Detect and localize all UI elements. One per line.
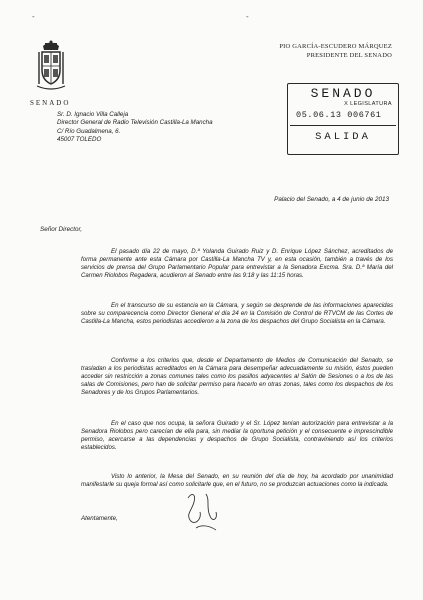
recipient-role: Director General de Radio Televisión Castilla-La Mancha	[57, 119, 213, 127]
body-paragraph: El pasado día 22 de mayo, D.ª Yolanda Guirado Ruiz y D. Enrique López Sánchez, acreditados de forma permanente ante esta Cámara por Castilla-La Mancha TV y, en esta ocasión, también a través de los servicios de prensa del Grupo Parlamentario Popular para entrevistar a la Senadora Excma. Sra. D.ª María del Carmen Riolobos Regadera, acudieron al Senado entre las 9:18 y las 11:15 horas.	[81, 248, 393, 280]
recipient-address	[57, 111, 213, 144]
recipient-street: C/ Río Guadalmena, 6.	[57, 127, 121, 135]
sender-title: PRESIDENTE DEL SENADO	[306, 52, 392, 59]
body-paragraph: Visto lo anterior, la Mesa del Senado, en su reunión del día de hoy, ha acordado por unanimidad manifestarle su queja formal así como solicitarle que, en el futuro, no se produzcan actuaciones como la indicada.	[81, 473, 393, 489]
corner-mark-right: -	[246, 12, 249, 21]
stamp-registry-number: 05.06.13 006761	[296, 110, 382, 120]
dateline: Palacio del Senado, a 4 de junio de 2013	[274, 196, 389, 203]
recipient-city: 45007 TOLEDO	[57, 135, 102, 143]
handwritten-signature	[176, 490, 236, 536]
body-paragraph: En el caso que nos ocupa, la señora Guirado y el Sr. López tenían autorización para entrevistar a la Senadora Riolobos pero carecían de ella para, sin mediar la oportuna petición y el consecuente e imprescindible permiso, acercarse a las dependencias y despachos de Grupo Socialista, contraviniendo así los criterios establecidos.	[81, 420, 393, 452]
sender-name: PIO GARCÍA-ESCUDERO MÁRQUEZ	[279, 43, 392, 50]
stamp-label: SALIDA	[315, 131, 371, 143]
salutation: Señor Director,	[40, 226, 82, 233]
sender-block	[279, 42, 392, 60]
closing: Atentamente,	[81, 515, 118, 522]
institution-name: SENADO	[30, 99, 71, 107]
stamp-subtitle: X LEGISLATURA	[344, 101, 392, 107]
stamp-divider	[290, 125, 396, 126]
recipient-name: Sr. D. Ignacio Villa Calleja	[57, 111, 129, 118]
body-paragraph: En el transcurso de su estancia en la Cámara, y según se desprende de las informaciones aparecidas sobre su comparecencia como Director General el día 24 en la Comisión de Control de RTVCM de las Cortes de Castilla-La Mancha, estos periodistas accedieron a la zona de los despachos del Grupo Socialista en la Cámara.	[81, 302, 393, 326]
stamp-title: SENADO	[310, 86, 376, 101]
body-paragraph: Conforme a los criterios que, desde el Departamento de Medios de Comunicación del Senado, se trasladan a los periodistas acreditados en la Cámara para desempeñar adecuadamente su misión, éstos pueden acceder sin restricción a zonas comunes tales como los pasillos adyacentes al Salón de Sesiones o a los de las salas de Comisiones, pero han de solicitar permiso para hacerlo en otras zonas, tales como los despachos de los Senadores y de los Grupos Parlamentarios.	[81, 357, 393, 397]
coat-of-arms-icon	[36, 40, 66, 94]
corner-mark-left: -	[32, 12, 35, 21]
registry-stamp	[287, 83, 399, 155]
